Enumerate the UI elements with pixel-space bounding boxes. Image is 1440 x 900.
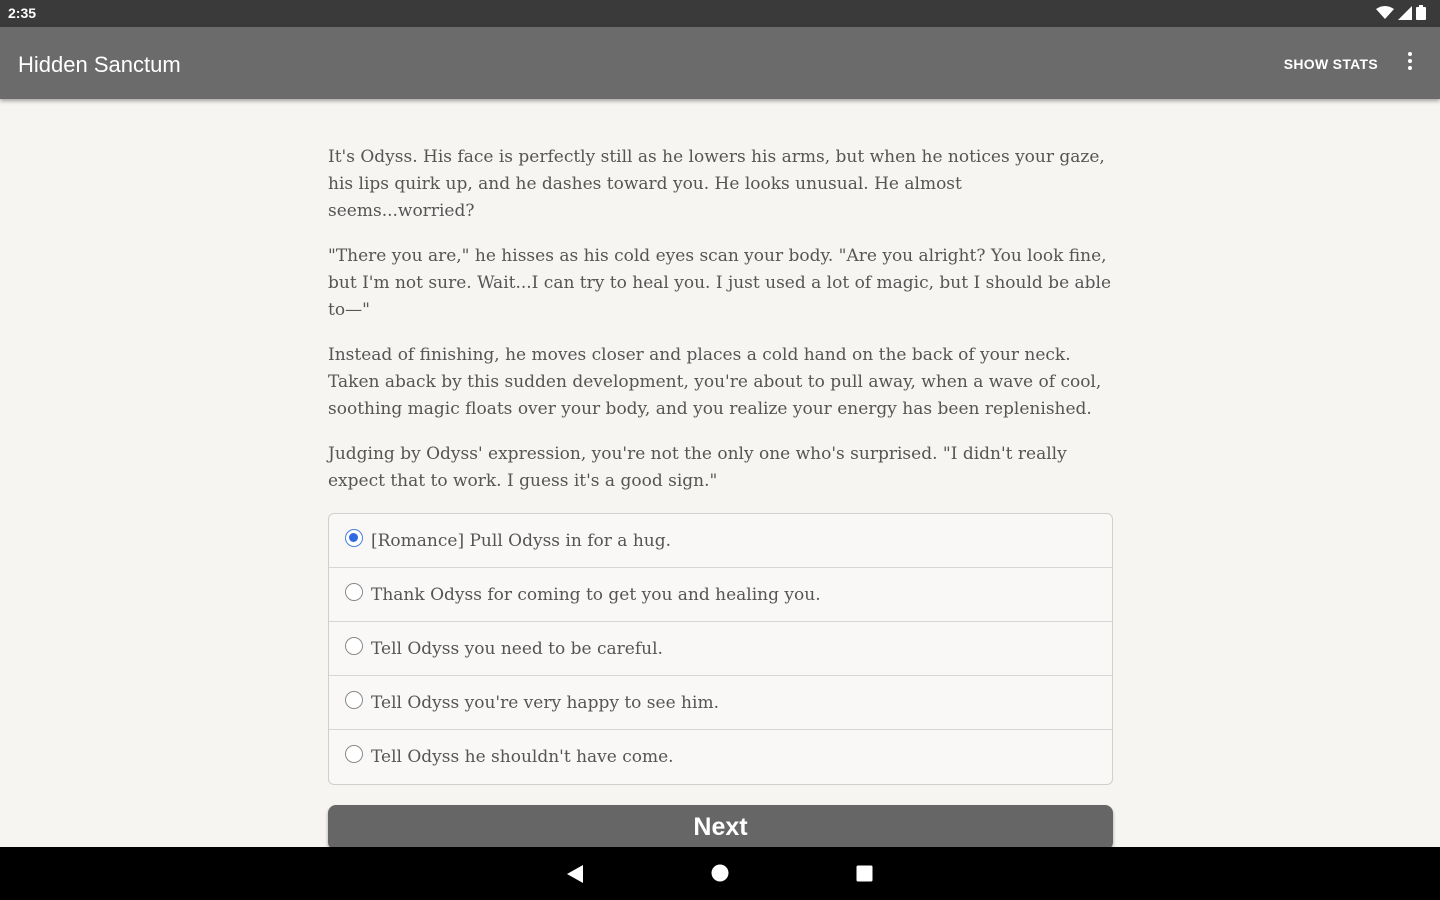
choice-option-happy-to-see[interactable] (329, 676, 1112, 730)
choice-label: [Romance] Pull Odyss in for a hug. (371, 530, 671, 551)
story-paragraph: Instead of finishing, he moves closer and places a cold hand on the back of your neck. Taken aback by this sudden development, you're about to pull away, when a wave of cool, soothing magic floats over your body, and you realize your energy has been replenished. (328, 345, 1102, 419)
wifi-icon (1376, 6, 1394, 20)
main-content (328, 144, 1113, 850)
story-paragraph: Judging by Odyss' expression, you're not the only one who's surprised. "I didn't really expect that to work. I guess it's a good sign." (328, 444, 1067, 491)
choice-option-romance-hug[interactable] (329, 514, 1112, 568)
more-vert-icon[interactable] (1406, 52, 1414, 74)
show-stats-button[interactable]: SHOW STATS (1283, 56, 1378, 72)
system-nav-bar (0, 847, 1440, 900)
app-bar (0, 27, 1440, 99)
back-icon[interactable] (566, 864, 584, 884)
radio-button[interactable] (345, 691, 363, 709)
radio-button[interactable] (345, 583, 363, 601)
status-bar (0, 0, 1440, 27)
choice-option-thank-odyss[interactable] (329, 568, 1112, 622)
status-time: 2:35 (8, 5, 37, 21)
choice-label: Tell Odyss he shouldn't have come. (371, 747, 674, 767)
choice-label: Tell Odyss you're very happy to see him. (371, 692, 719, 713)
status-icons (1376, 5, 1426, 20)
battery-icon (1416, 5, 1426, 20)
choice-label: Thank Odyss for coming to get you and healing you. (371, 584, 821, 605)
story-paragraph: "There you are," he hisses as his cold eyes scan your body. "Are you alright? You look fine, but I'm not sure. Wait...I can try to heal you. I just used a lot of magic, but I should be able to—" (328, 246, 1112, 320)
choice-option-be-careful[interactable] (329, 622, 1112, 676)
radio-button[interactable] (345, 637, 363, 655)
choice-label: Tell Odyss you need to be careful. (371, 638, 663, 659)
signal-icon (1398, 6, 1412, 20)
home-icon[interactable] (711, 864, 729, 882)
radio-button-selected[interactable] (345, 529, 363, 547)
radio-button[interactable] (345, 745, 363, 763)
story-text (328, 144, 1113, 495)
next-button[interactable]: Next (328, 805, 1113, 850)
story-paragraph: It's Odyss. His face is perfectly still as he lowers his arms, but when he notices your gaze, his lips quirk up, and he dashes toward you. He looks unusual. He almost seems...worried? (328, 147, 1105, 221)
recents-icon[interactable] (856, 865, 873, 882)
choice-list (328, 513, 1113, 785)
app-title: Hidden Sanctum (18, 52, 181, 77)
choice-option-shouldnt-have-come[interactable] (329, 730, 1112, 784)
